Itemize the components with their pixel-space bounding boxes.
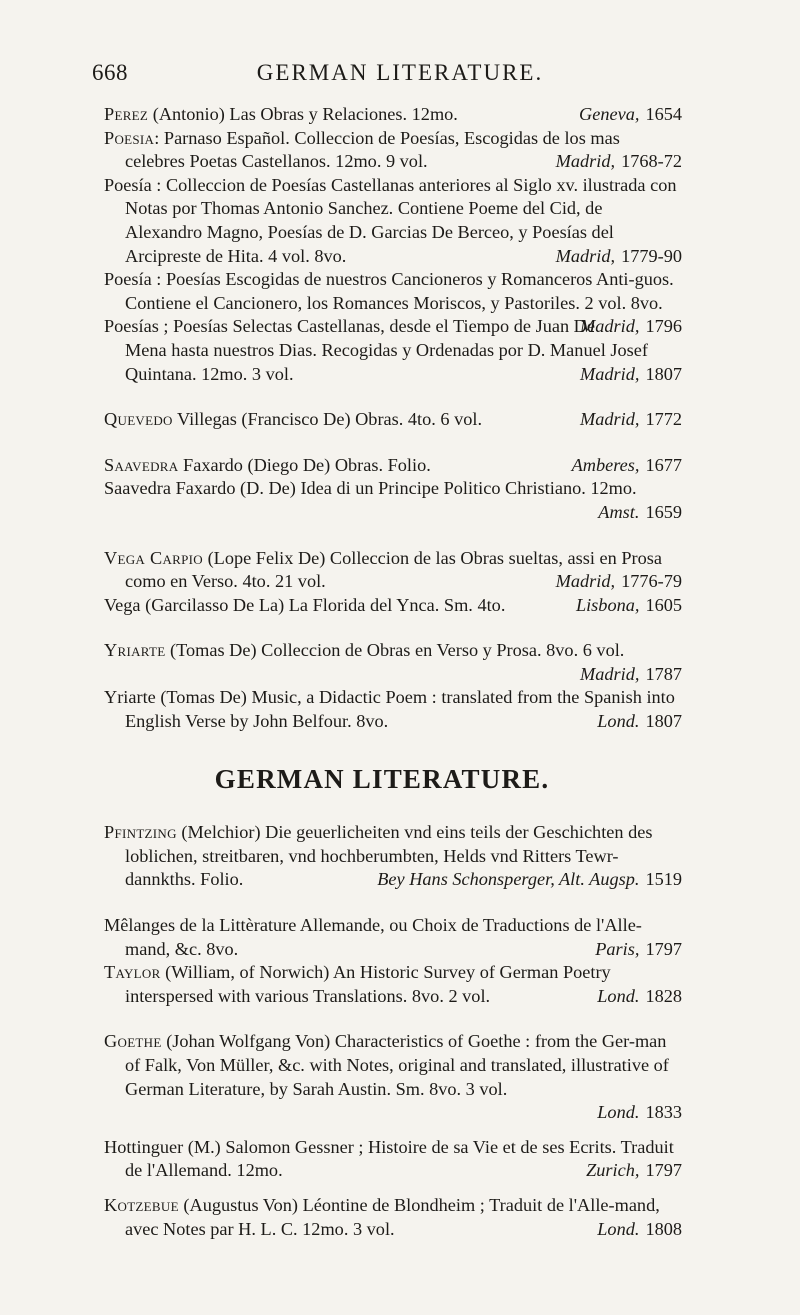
entry-text: Vega (Garcilasso De La) La Florida del Ynca. Sm. 4to. (104, 594, 506, 615)
bib-entry (104, 1030, 682, 1101)
bib-entry (104, 594, 682, 618)
entry-text: (Tomas De) Colleccion de Obras en Verso y Prosa. 8vo. 6 vol. (170, 640, 625, 661)
bib-entry (104, 174, 682, 268)
entry-imprint (580, 363, 682, 387)
entry-imprint (579, 103, 682, 127)
entry-head: Goethe (104, 1031, 162, 1052)
entry-place: Amberes, (571, 454, 640, 475)
entry-imprint (555, 570, 682, 594)
entry-text: Saavedra Faxardo (D. De) Idea di un Principe Politico Christiano. 12mo. (104, 478, 637, 499)
entry-year: 1833 (645, 1102, 682, 1123)
bib-entry (104, 1136, 682, 1183)
entry-head: Poesia (104, 127, 155, 148)
entry-place: Madrid, (580, 363, 640, 384)
entry-text: Poesías ; Poesías Selectas Castellanas, desde el Tiempo de Juan De Mena hasta nuestros Dias. Recogidas y Ordenadas por D. Manuel Josef Quintana. 12mo. 3 vol. (104, 316, 648, 384)
entry-year: 1797 (645, 1160, 682, 1181)
bib-entry (104, 477, 682, 501)
page-header (0, 60, 800, 100)
entry-head: Vega Carpio (104, 547, 203, 568)
entry-imprint (104, 663, 682, 687)
entry-year: 1659 (645, 501, 682, 522)
entry-year: 1779-90 (621, 245, 682, 266)
entry-imprint (104, 501, 682, 525)
entry-text: (Augustus Von) Léontine de Blondheim ; Traduit de l'Alle-mand, avec Notes par H. L. C. 12mo. 3 vol. (125, 1194, 660, 1239)
entry-place: Geneva, (579, 104, 640, 124)
running-title: GERMAN LITERATURE. (256, 60, 544, 85)
entry-year: 1807 (645, 711, 682, 732)
entry-place: Lond. (597, 711, 640, 732)
entry-imprint (586, 1159, 682, 1183)
entry-year: 1654 (645, 104, 682, 124)
entry-text: (Antonio) Las Obras y Relaciones. 12mo. (152, 104, 458, 124)
entry-head: Yriarte (104, 640, 166, 661)
entry-year: 1807 (645, 363, 682, 384)
entry-imprint (571, 454, 682, 478)
bib-entry (104, 686, 682, 733)
entry-text: (Melchior) Die geuerlicheiten vnd eins teils der Geschichten des loblichen, streitbaren, vnd hochberumbten, Helds vnd Ritters Tewr-dannkths. Folio. (125, 822, 653, 890)
entry-place: Lond. (597, 1218, 640, 1239)
entry-year: 1796 (645, 316, 682, 337)
bib-entry (104, 547, 682, 594)
bib-entry (104, 408, 682, 432)
entry-text: Poesía : Colleccion de Poesías Castellanas anteriores al Siglo xv. ilustrada con Notas por Thomas Antonio Sanchez. Contiene Poeme del Cid, de Alexandro Magno, Poesías de D. Garcias De Berceo, y Poesías del Arcipreste de Hita. 4 vol. 8vo. (104, 174, 677, 266)
bib-entry (104, 268, 682, 337)
entry-text: : Parnaso Español. Colleccion de Poesías, Escogidas de los mas celebres Poetas Castellanos. 12mo. 9 vol. (125, 127, 620, 172)
bib-entry (104, 961, 682, 1008)
entry-head: Perez (104, 104, 149, 124)
section-heading: GERMAN LITERATURE. (214, 763, 550, 794)
entry-place: Madrid, (555, 151, 616, 172)
entry-year: 1519 (645, 869, 682, 890)
bib-entry (104, 1194, 682, 1241)
bib-entry (104, 103, 682, 127)
page-number: 668 (92, 60, 128, 85)
bib-entry (104, 639, 682, 663)
entry-text: Hottinguer (M.) Salomon Gessner ; Histoire de sa Vie et de ses Ecrits. Traduit de l'Allemand. 12mo. (104, 1136, 674, 1181)
entry-imprint (555, 150, 682, 174)
entry-text: Mêlanges de la Littèrature Allemande, ou Choix de Traductions de l'Alle-mand, &c. 8vo. (104, 915, 642, 959)
entry-year: 1605 (645, 594, 682, 615)
entry-imprint (575, 594, 682, 618)
entry-place: Lond. (597, 985, 640, 1006)
entry-imprint (595, 938, 682, 962)
entry-text: (Johan Wolfgang Von) Characteristics of Goethe : from the Ger-man of Falk, Von Müller, &c. with Notes, original and translated, illustrative of German Literature, by Sarah Austin. Sm. 8vo. 3 vol. (125, 1031, 669, 1099)
entry-imprint (597, 710, 682, 734)
bib-entry (104, 454, 682, 478)
page-body (104, 103, 682, 1241)
entry-place: Madrid, (580, 663, 640, 684)
entry-text: Faxardo (Diego De) Obras. Folio. (183, 454, 431, 475)
entry-place: Lond. (597, 1102, 640, 1123)
entry-imprint (555, 245, 682, 269)
entry-text: Poesía : Poesías Escogidas de nuestros Cancioneros y Romanceros Anti-guos. Contiene el Cancionero, los Romances Moriscos, y Pastoriles. 2 vol. 8vo. (104, 269, 674, 313)
entry-place: Madrid, (580, 409, 640, 430)
entry-imprint (597, 985, 682, 1009)
entry-place: Lisbona, (575, 594, 640, 615)
entry-text: (Lope Felix De) Colleccion de las Obras sueltas, assi en Prosa como en Verso. 4to. 21 vol. (125, 547, 662, 592)
entry-head: Taylor (104, 962, 161, 983)
entry-place: Zurich, (586, 1160, 640, 1181)
entry-place: Madrid, (580, 316, 640, 337)
entry-text: Yriarte (Tomas De) Music, a Didactic Poem : translated from the Spanish into English Verse by John Belfour. 8vo. (104, 687, 675, 732)
bib-entry (104, 127, 682, 174)
entry-head: Quevedo (104, 409, 173, 430)
bib-entry (104, 914, 682, 961)
entry-year: 1797 (645, 938, 682, 959)
entry-place: Paris, (595, 938, 640, 959)
entry-place: Madrid, (555, 571, 616, 592)
entry-text: (William, of Norwich) An Historic Survey of German Poetry interspersed with various Translations. 8vo. 2 vol. (125, 962, 611, 1006)
entry-year: 1677 (645, 454, 682, 475)
entry-imprint (104, 1101, 682, 1125)
entry-year: 1768-72 (621, 151, 682, 172)
entry-imprint (580, 408, 682, 432)
entry-place: Amst. (598, 501, 640, 522)
entry-head: Kotzebue (104, 1194, 179, 1215)
entry-head: Saavedra (104, 454, 179, 475)
entry-place: Bey Hans Schonsperger, Alt. Augsp. (377, 869, 640, 890)
entry-year: 1776-79 (621, 571, 682, 592)
entry-year: 1772 (645, 409, 682, 430)
entry-year: 1828 (645, 985, 682, 1006)
entry-imprint (580, 315, 682, 339)
entry-imprint (377, 868, 682, 892)
entry-year: 1787 (645, 663, 682, 684)
entry-text: Villegas (Francisco De) Obras. 4to. 6 vol. (177, 409, 483, 430)
entry-year: 1808 (645, 1218, 682, 1239)
entry-place: Madrid, (555, 245, 616, 266)
bib-entry (104, 821, 682, 892)
entry-head: Pfintzing (104, 822, 177, 843)
entry-imprint (597, 1218, 682, 1242)
